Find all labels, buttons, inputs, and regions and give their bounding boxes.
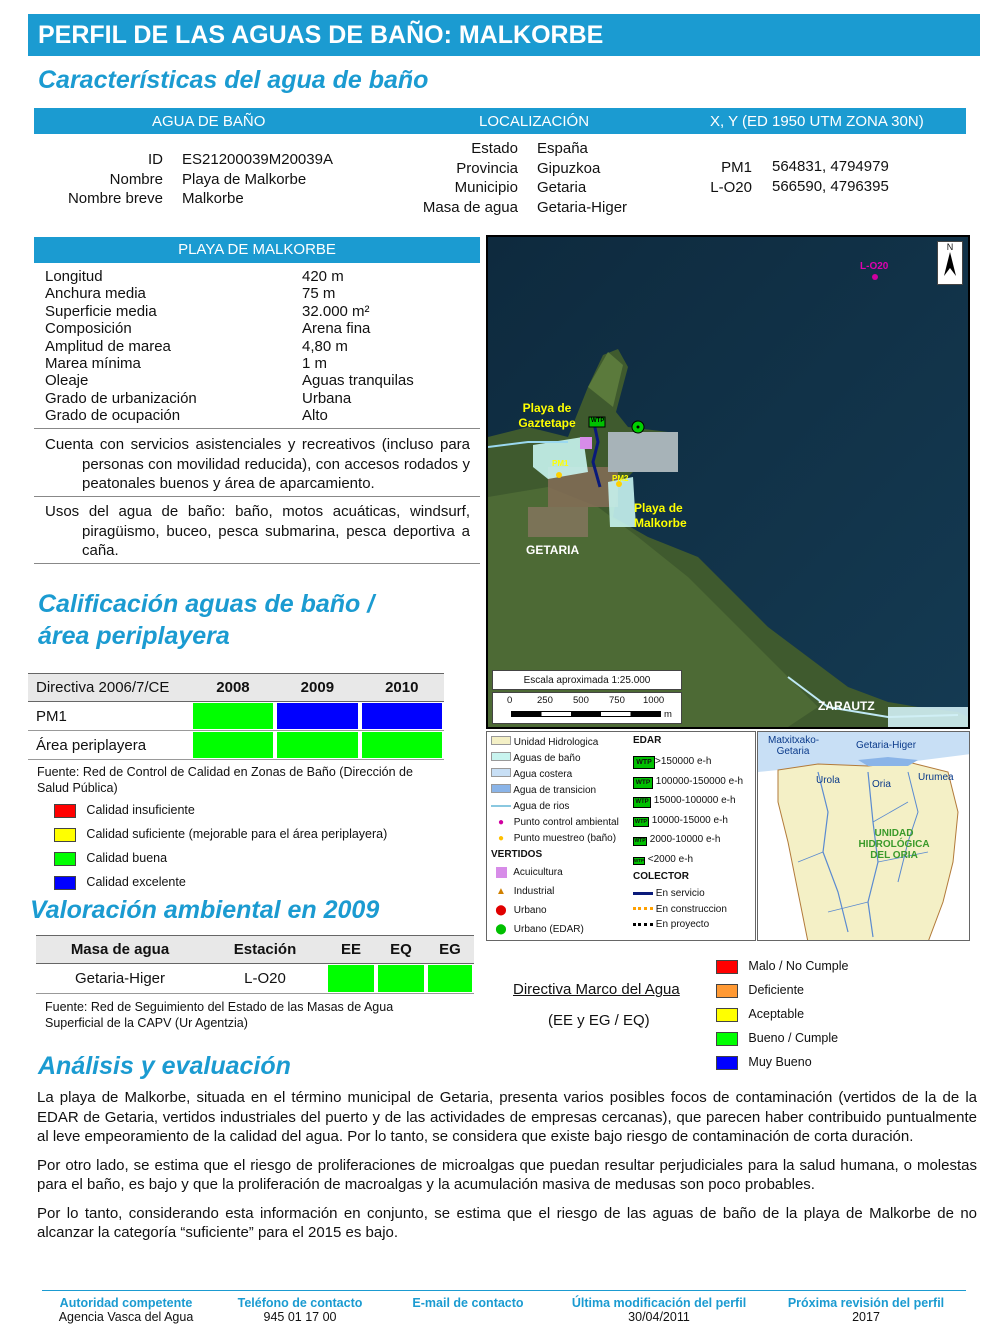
map-scale-bar	[492, 692, 682, 724]
section-title-quality-line2: área periplayera	[38, 622, 230, 650]
agua-key: Nombre	[109, 170, 163, 188]
minimap-label-urola: Urola	[816, 775, 840, 786]
footer-last-modified	[558, 1296, 760, 1324]
legend-edar-title: EDAR	[633, 735, 662, 746]
quality-row	[28, 731, 444, 760]
footer-label: Próxima revisión del perfil	[787, 1296, 945, 1310]
map-scale-label: Escala aproximada 1:25.000	[492, 670, 682, 690]
env-cell	[426, 964, 474, 994]
beach-row: Amplitud de marea 4,80 m	[45, 337, 348, 355]
north-label: N	[946, 242, 954, 252]
legend-item: Agua de rios	[491, 799, 619, 815]
agua-keys	[40, 150, 163, 209]
env-table-header	[36, 936, 474, 964]
beach-uses: Usos del agua de baño: baño, motos acuáticas, windsurf, piragüismo, buceo, pesca submarina, pesca deportiva a caña.	[45, 503, 470, 559]
coord-key: L-O20	[710, 178, 752, 196]
agua-value: ES21200039M20039A	[182, 151, 333, 168]
footer-label: E-mail de contacto	[412, 1296, 524, 1310]
beach-services: Cuenta con servicios asistenciales y recreativos (incluso para personas con movilidad reducida), con accesos rodados y peatonales buenos y área de aparcamiento.	[45, 436, 470, 492]
analysis-paragraph: Por lo tanto, considerando esta información en conjunto, se estima que el riesgo de las aguas de baño de la playa de Malkorbe de no alcanzar la categoría “suficiente” para el 2015 es bajo.	[37, 1204, 977, 1241]
footer-value: Agencia Vasca del Agua	[58, 1310, 194, 1324]
legend-vertido: Acuicultura	[491, 863, 619, 882]
quality-cell	[191, 702, 275, 731]
legend-colector	[633, 886, 727, 933]
map-label-getaria: GETARIA	[526, 543, 580, 557]
env-masa: Getaria-Higer	[74, 970, 166, 987]
header-agua: AGUA DE BAÑO	[152, 113, 266, 130]
legend-item: Agua de transicion	[491, 783, 619, 799]
scale-tick: 250	[537, 695, 553, 706]
legend-item: Unidad Hidrologica	[491, 735, 619, 751]
env-cell	[326, 964, 376, 994]
dma-legend-item: Deficiente	[716, 978, 848, 1002]
divider	[34, 496, 480, 497]
env-row	[36, 964, 474, 994]
north-arrow-icon	[937, 241, 963, 285]
footer-divider	[42, 1290, 966, 1291]
scale-tick: 0	[507, 695, 513, 706]
dma-title: Directiva Marco del Agua	[513, 981, 680, 998]
north-arrow-graphic	[943, 252, 957, 276]
loc-value: Gipuzkoa	[537, 159, 601, 177]
quality-legend-item: Calidad excelente	[54, 870, 387, 894]
legend-items	[491, 735, 619, 939]
legend-vertidos-title: VERTIDOS	[491, 849, 543, 860]
coord-values	[772, 157, 889, 196]
legend-item: ● Punto muestreo (baño)	[497, 833, 617, 844]
legend-edar-item: WTP 15000-100000 e-h	[633, 791, 743, 811]
legend-edar-item: WTP 100000-150000 e-h	[633, 772, 743, 792]
dma-subtitle: (EE y EG / EQ)	[548, 1012, 650, 1029]
legend-colector-item: En servicio	[633, 886, 727, 902]
beach-row: Superficie media 32.000 m²	[45, 302, 370, 320]
hydrologic-minimap	[757, 731, 970, 941]
quality-head: 2008	[216, 679, 250, 696]
legend-edar-item: WTP <2000 e-h	[634, 853, 694, 865]
minimap-label-matxitxako: Matxitxako-Getaria	[768, 735, 820, 757]
quality-cell	[360, 731, 444, 760]
quality-legend-item: Calidad suficiente (mejorable para el área periplayera)	[54, 822, 387, 846]
dma-legend-item: Aceptable	[716, 1002, 848, 1026]
loc-key: Provincia	[456, 159, 518, 177]
env-table	[36, 935, 474, 994]
loc-keys	[400, 139, 518, 217]
legend-colector-item: En proyecto	[633, 917, 727, 933]
quality-source: Fuente: Red de Control de Calidad en Zonas de Baño (Dirección de Salud Pública)	[37, 765, 413, 795]
quality-head: Directiva 2006/7/CE	[36, 679, 170, 696]
footer-label: Autoridad competente	[59, 1296, 193, 1310]
env-head: EG	[439, 941, 461, 958]
scale-tick: 500	[573, 695, 589, 706]
beach-row: Longitud 420 m	[45, 268, 344, 285]
footer-value: 2017	[852, 1310, 880, 1324]
quality-legend-item: Calidad buena	[54, 846, 387, 870]
quality-table-header	[28, 674, 444, 702]
beach-row: Anchura media 75 m	[45, 285, 336, 303]
beach-row: Composición Arena fina	[45, 320, 371, 338]
beach-row: Oleaje Aguas tranquilas	[45, 372, 414, 390]
quality-legend	[54, 798, 387, 894]
analysis-paragraph: La playa de Malkorbe, situada en el término municipal de Getaria, presenta varios posibles focos de contaminación (vertidos de la de la EDAR de Getaria, vertidos industriales del puerto y de las actividades de empresas cercanas), que parecen haber contribuido puntualmente al leve empeoramiento de la calidad del agua. Por lo tanto, se considera que existe bajo riesgo de contaminación de corta duración.	[37, 1089, 977, 1145]
beach-row: Marea mínima 1 m	[45, 354, 328, 372]
scale-tick: 1000	[643, 695, 665, 706]
loc-value: Getaria	[537, 179, 587, 196]
header-localizacion: LOCALIZACIÓN	[479, 113, 590, 130]
legend-edar-item: WTP 10000-15000 e-h	[634, 814, 728, 826]
aerial-map-graphic	[488, 237, 968, 727]
agua-key: Nombre breve	[67, 190, 163, 207]
divider	[34, 563, 480, 564]
legend-colector-item: En construccion	[633, 902, 727, 918]
map-label-wtp: WTP	[591, 418, 605, 424]
dma-legend-item: Malo / No Cumple	[716, 954, 848, 978]
map-label-zarautz: ZARAUTZ	[818, 699, 875, 713]
legend-colector-title: COLECTOR	[633, 871, 689, 882]
loc-key: Masa de agua	[422, 198, 518, 216]
page-banner: PERFIL DE LAS AGUAS DE BAÑO: MALKORBE	[28, 14, 980, 56]
quality-cell	[360, 702, 444, 731]
quality-row-label: PM1	[36, 707, 67, 725]
env-head: EE	[340, 941, 361, 958]
legend-edar	[633, 752, 743, 869]
quality-row-label: Área periplayera	[36, 736, 147, 754]
scale-bar-graphic	[511, 711, 661, 717]
quality-cell	[275, 731, 359, 760]
dma-legend-item: Bueno / Cumple	[716, 1026, 848, 1050]
legend-edar-item: WTP >150000 e-h	[633, 752, 743, 772]
quality-legend-item: Calidad insuficiente	[54, 798, 387, 822]
footer-next-revision	[770, 1296, 962, 1324]
coord-key: PM1	[721, 159, 752, 176]
dma-legend-item: Muy Bueno	[716, 1050, 848, 1074]
env-cell	[376, 964, 426, 994]
env-head: Estación	[233, 941, 297, 958]
map-label-malkorbe: Playa de Malkorbe	[634, 501, 687, 530]
map-label-pm2: PM2	[612, 474, 629, 483]
section-title-quality-line1: Calificación aguas de baño /	[38, 590, 375, 618]
map-label-lo20: L-O20	[860, 261, 889, 272]
agua-value: Malkorbe	[182, 190, 244, 207]
footer-value: 945 01 17 00	[263, 1310, 337, 1324]
agua-key: ID	[148, 151, 163, 168]
beach-row: Grado de ocupación Alto	[45, 407, 328, 425]
quality-head: 2010	[385, 679, 419, 696]
beach-properties	[45, 268, 414, 425]
legend-item: Agua costera	[491, 767, 619, 783]
dma-legend	[716, 954, 848, 1074]
legend-vertido: ▲ Industrial	[496, 886, 555, 897]
analysis-text	[37, 1088, 977, 1243]
coord-value: 566590, 4796395	[772, 177, 889, 195]
map-label-pm1: PM1	[552, 459, 569, 468]
minimap-label-unit: UNIDAD HIDROLÓGICA DEL ORIA	[858, 828, 930, 861]
legend-item: ● Punto control ambiental	[497, 817, 619, 828]
loc-values	[537, 139, 627, 217]
footer-phone	[218, 1296, 382, 1324]
coord-value: 564831, 4794979	[772, 158, 889, 175]
quality-head: 2009	[300, 679, 335, 696]
info-header-bar	[34, 108, 966, 134]
legend-vertido: ⬤ Urbano	[495, 905, 547, 916]
section-title-environment: Valoración ambiental en 2009	[30, 896, 380, 924]
coord-keys	[690, 158, 752, 197]
scale-tick: 750	[609, 695, 625, 706]
footer-email	[392, 1296, 544, 1310]
loc-value: Getaria-Higer	[537, 198, 628, 216]
env-head: Masa de agua	[70, 941, 170, 958]
aerial-map	[486, 235, 970, 729]
footer-label: Última modificación del perfil	[571, 1296, 747, 1310]
minimap-label-oria: Oria	[872, 779, 891, 790]
beach-row: Grado de urbanización Urbana	[45, 389, 352, 407]
footer-value: 30/04/2011	[628, 1310, 690, 1324]
section-title-analysis: Análisis y evaluación	[38, 1052, 291, 1080]
quality-cell	[191, 731, 275, 760]
map-label-gaztetape: Playa de Gaztetape	[518, 401, 576, 430]
analysis-paragraph: Por otro lado, se estima que el riesgo de proliferaciones de microalgas que puedan resultar perjudiciales para la salud humana, o molestas para el baño, es bajo y que la proliferación de macroalgas y la acumulación masiva de medusas son poco probables.	[37, 1156, 977, 1193]
minimap-label-getaria-higer: Getaria-Higer	[856, 740, 917, 751]
loc-key: Municipio	[454, 179, 518, 196]
agua-value: Playa de Malkorbe	[182, 170, 307, 188]
beach-header: PLAYA DE MALKORBE	[34, 237, 480, 263]
footer-label: Teléfono de contacto	[237, 1296, 363, 1310]
env-head: EQ	[390, 941, 412, 958]
divider	[34, 428, 480, 429]
minimap-label-urumea: Urumea	[918, 772, 954, 783]
legend-item: Aguas de baño	[491, 751, 619, 767]
footer-authority	[42, 1296, 210, 1324]
legend-vertido: ⬤ Urbano (EDAR)	[495, 924, 584, 935]
quality-table	[28, 673, 444, 760]
loc-key: Estado	[471, 140, 518, 157]
quality-cell	[275, 702, 359, 731]
legend-edar-item: WTP 2000-10000 e-h	[634, 834, 721, 845]
section-title-quality	[38, 588, 374, 652]
loc-value: España	[537, 140, 588, 157]
section-title-characteristics: Características del agua de baño	[38, 66, 429, 94]
map-legend	[486, 731, 756, 941]
quality-row	[28, 702, 444, 731]
header-coordinates: X, Y (ED 1950 UTM ZONA 30N)	[710, 113, 924, 130]
scale-unit: m	[664, 709, 672, 720]
env-estacion: L-O20	[244, 970, 286, 987]
agua-values	[182, 150, 333, 209]
env-source: Fuente: Red de Seguimiento del Estado de las Masas de Agua Superficial de la CAPV (Ur Agentzia)	[45, 1000, 394, 1030]
